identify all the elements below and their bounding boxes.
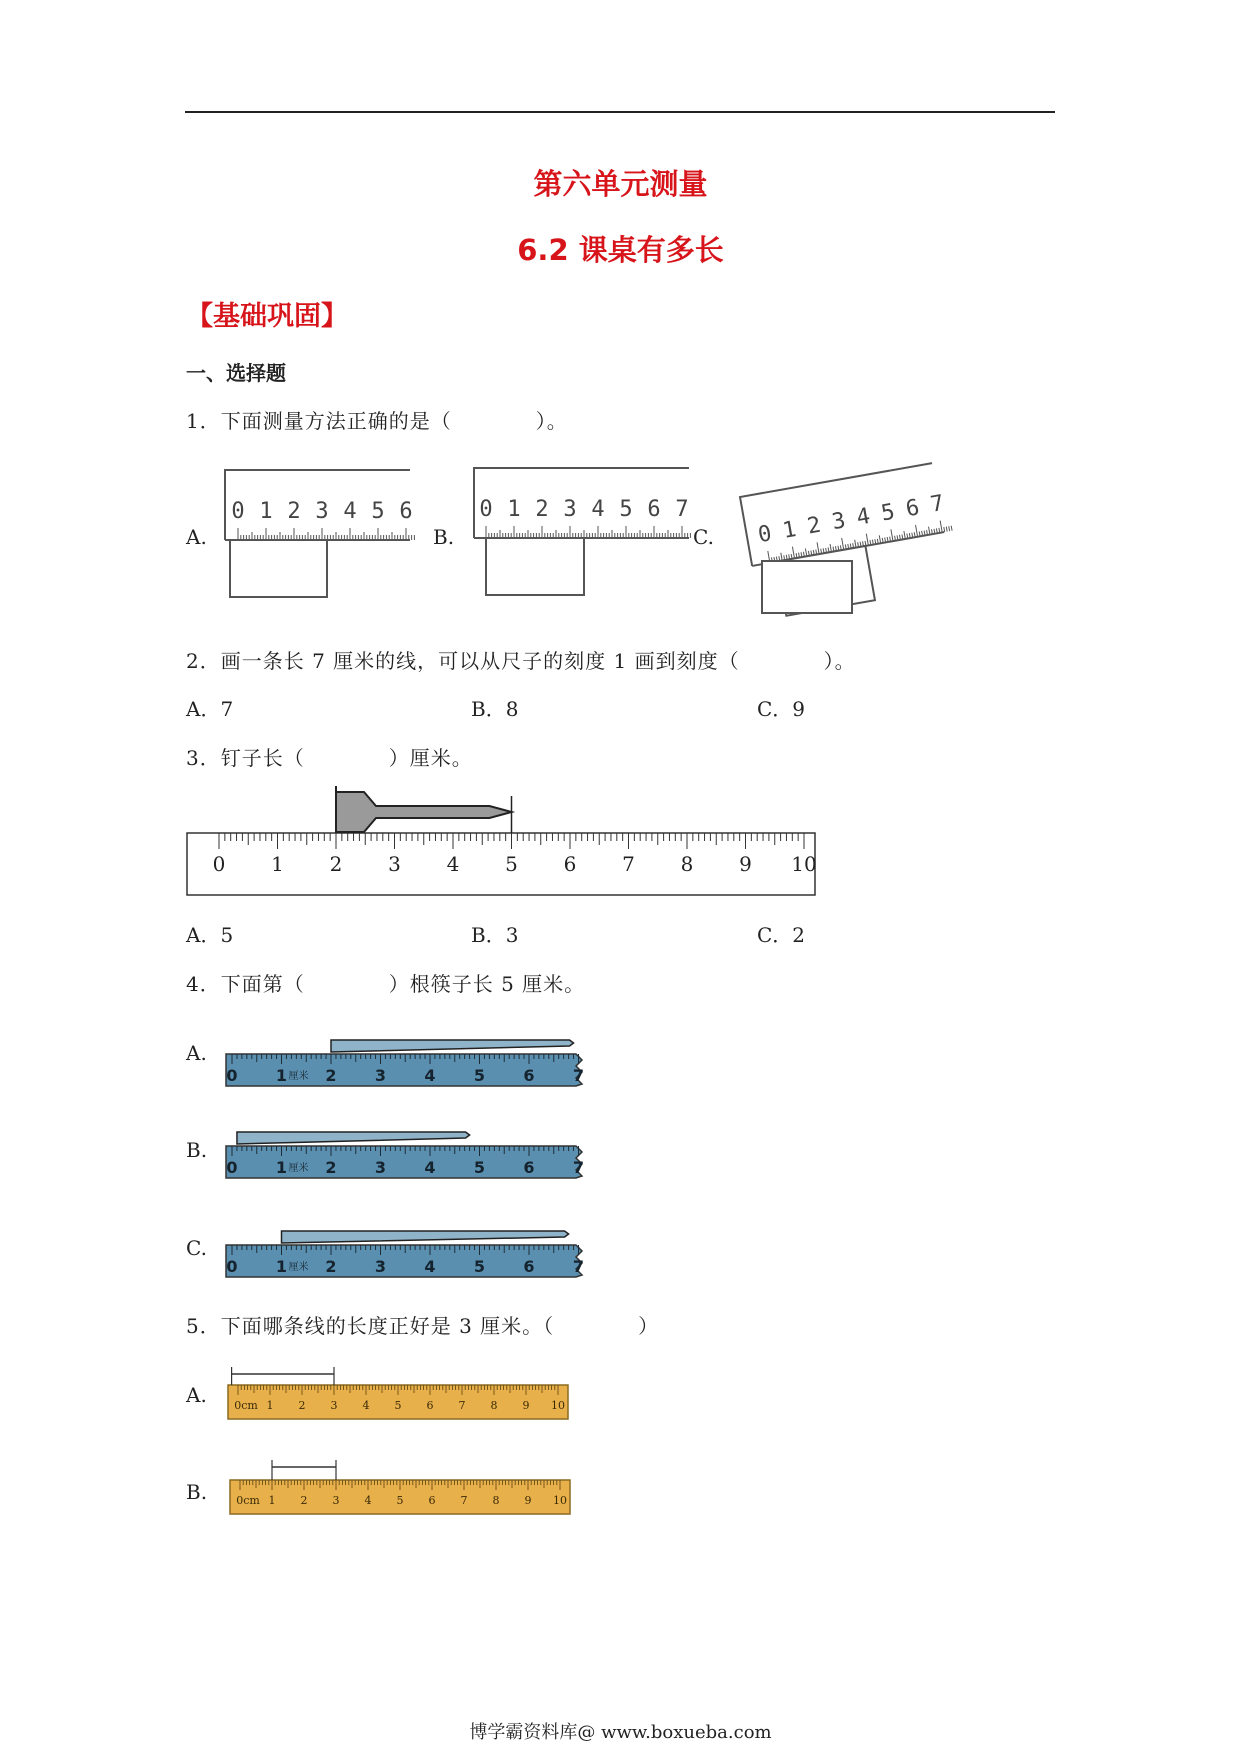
q1-option-b-label: B.: [433, 525, 455, 549]
ruler-tick: [929, 527, 930, 535]
question-3-text: 3．钉子长（ ）厘米。: [186, 746, 473, 770]
ruler-number: 6: [903, 495, 922, 523]
q1-option-c-label: C.: [693, 525, 714, 549]
ruler-number: 2: [325, 1158, 337, 1177]
ruler-number: 4: [424, 1066, 436, 1085]
ruler-number: 9: [524, 1494, 532, 1507]
chopstick: [331, 1040, 574, 1052]
ruler-number: 4: [424, 1257, 436, 1276]
q2-option-a: A．7: [186, 697, 234, 721]
ruler-number: 10: [791, 852, 817, 876]
ruler-number: 3: [330, 1399, 338, 1412]
ruler-number: 2: [329, 852, 343, 876]
q4-option-c-label: C.: [186, 1236, 207, 1260]
q5-option-b-label: B.: [186, 1480, 208, 1504]
q1-figure-b: [474, 468, 694, 603]
unit-title: 第六单元测量: [533, 167, 708, 201]
nail-icon: [336, 792, 512, 832]
ruler-number: 5: [473, 1066, 486, 1085]
unit-label: 厘米: [288, 1163, 309, 1174]
q3-nail-ruler-figure: [187, 786, 817, 896]
ruler-number: 4: [854, 503, 873, 531]
q5-option-a-label: A.: [186, 1383, 207, 1407]
q4-option-b-label: B.: [186, 1138, 208, 1162]
q1-option-a-label: A.: [186, 525, 207, 549]
ruler-tick: [879, 535, 880, 543]
ruler-number: 5: [396, 1494, 404, 1507]
ruler-tick: [866, 534, 868, 546]
ruler-tick: [904, 531, 905, 539]
unit-label: 厘米: [288, 1071, 309, 1082]
ruler-number: 0cm: [234, 1399, 258, 1412]
ruler-number: 6: [647, 497, 661, 522]
ruler-number: 1: [275, 1257, 288, 1276]
ruler-number: 4: [364, 1494, 372, 1507]
ruler-tick: [855, 540, 856, 548]
ruler-tick: [916, 525, 918, 537]
ruler-number: 8: [490, 1399, 498, 1412]
ruler-number: 2: [325, 1066, 337, 1085]
ruler-number: 3: [830, 508, 848, 536]
ruler-number: 3: [332, 1494, 340, 1507]
ruler-number: 7: [572, 1257, 585, 1276]
ruler-number: 7: [675, 497, 689, 522]
ruler-number: 7: [572, 1158, 585, 1177]
ruler-number: 5: [879, 499, 897, 527]
ruler-number: 7: [622, 852, 635, 876]
ruler-number: 3: [315, 499, 329, 524]
ruler-number: 1: [507, 497, 521, 522]
ruler-number: 0: [226, 1257, 238, 1276]
ruler-number: 9: [739, 852, 752, 876]
ruler-number: 5: [473, 1257, 486, 1276]
ruler-number: 2: [805, 512, 823, 540]
ruler-number: 8: [680, 852, 694, 876]
q2-option-b: B．8: [471, 697, 519, 721]
ruler-number: 0: [226, 1066, 238, 1085]
part-heading: 一、选择题: [186, 361, 286, 385]
ruler-number: 1: [275, 1158, 288, 1177]
question-1-text: 1．下面测量方法正确的是（ ）。: [186, 409, 568, 433]
ruler-number: 3: [563, 497, 577, 522]
q5-figure-a: [228, 1365, 573, 1420]
ruler-tick: [946, 527, 947, 532]
ruler-number: 3: [388, 852, 401, 876]
measured-block: [230, 540, 327, 597]
ruler-number: 1: [259, 499, 273, 524]
question-4-text: 4．下面第（ ）根筷子长 5 厘米。: [186, 972, 586, 996]
q3-option-b: B．3: [471, 923, 519, 947]
measured-block: [486, 538, 584, 595]
ruler-number: 3: [374, 1066, 387, 1085]
ruler-tick: [792, 547, 794, 559]
ruler: [225, 470, 414, 597]
ruler-number: 6: [523, 1158, 535, 1177]
header-rule: [185, 111, 1055, 113]
ruler-number: 2: [287, 499, 301, 524]
ruler-number: 10: [551, 1399, 565, 1412]
ruler-tick: [891, 529, 893, 541]
ruler-tick: [830, 544, 831, 552]
q4-figure-b: [224, 1122, 604, 1184]
ruler-number: 2: [300, 1494, 308, 1507]
ruler-number: 4: [424, 1158, 436, 1177]
ruler-number: 5: [619, 497, 633, 522]
ruler-number: 1: [275, 1066, 288, 1085]
ruler-number: 6: [428, 1494, 436, 1507]
q5-figure-b: [230, 1460, 575, 1515]
ruler-number: 6: [399, 499, 413, 524]
ruler-number: 2: [298, 1399, 306, 1412]
q1-figure-c: [735, 465, 950, 615]
q1-figure-a: [225, 470, 415, 605]
q3-option-a: A．5: [186, 923, 234, 947]
ruler-number: 2: [535, 497, 549, 522]
measured-block-c: [762, 561, 852, 613]
ruler-number: 4: [343, 499, 357, 524]
footer-watermark: 博学霸资料库@ www.boxueba.com: [469, 1722, 772, 1743]
chopstick: [282, 1231, 569, 1243]
ruler-number: 9: [522, 1399, 530, 1412]
ruler-number: 7: [572, 1066, 585, 1085]
ruler-tick: [940, 521, 942, 533]
q4-figure-c: [224, 1221, 604, 1281]
q4-option-a-label: A.: [186, 1041, 207, 1065]
ruler-number: 5: [394, 1399, 402, 1412]
ruler-number: 4: [362, 1399, 370, 1412]
ruler-number: 1: [271, 852, 284, 876]
ruler-number: 7: [928, 490, 946, 518]
ruler-tick: [949, 526, 950, 531]
ruler-number: 6: [426, 1399, 434, 1412]
ruler-number: 8: [492, 1494, 500, 1507]
ruler-tick: [805, 548, 806, 556]
ruler-number: 1: [266, 1399, 274, 1412]
ruler-number: 10: [553, 1494, 567, 1507]
question-2-text: 2．画一条长 7 厘米的线，可以从尺子的刻度 1 画到刻度（ ）。: [186, 649, 856, 673]
ruler-number: 5: [473, 1158, 486, 1177]
ruler-tick: [817, 542, 819, 554]
ruler-number: 1: [268, 1494, 276, 1507]
ruler-number: 3: [374, 1158, 387, 1177]
ruler-number: 4: [591, 497, 605, 522]
unit-label: 厘米: [288, 1262, 309, 1273]
ruler-number: 0: [231, 499, 245, 524]
ruler-number: 5: [505, 852, 518, 876]
ruler-number: 0: [226, 1158, 238, 1177]
ruler-number: 2: [325, 1257, 337, 1276]
ruler-tick: [781, 553, 782, 561]
ruler-number: 6: [523, 1257, 535, 1276]
q4-figure-a: [224, 1030, 604, 1088]
ruler-number: 7: [458, 1399, 466, 1412]
ruler-tick: [951, 526, 952, 531]
ruler: [474, 468, 690, 595]
ruler-number: 6: [523, 1066, 535, 1085]
ruler-number: 1: [780, 516, 799, 544]
question-5-text: 5．下面哪条线的长度正好是 3 厘米。（ ）: [186, 1314, 660, 1338]
ruler-number: 3: [374, 1257, 387, 1276]
q2-option-c: C．9: [757, 697, 806, 721]
ruler-number: 0: [756, 521, 774, 549]
ruler-number: 0: [479, 497, 493, 522]
section-tag: 【基础巩固】: [186, 301, 348, 332]
ruler-number: 0cm: [236, 1494, 260, 1507]
ruler-number: 6: [563, 852, 577, 876]
ruler-number: 7: [460, 1494, 468, 1507]
ruler-number: 5: [371, 499, 385, 524]
ruler-number: 0: [212, 852, 226, 876]
q3-option-c: C．2: [757, 923, 806, 947]
ruler-tick: [842, 538, 844, 550]
chopstick: [237, 1132, 470, 1144]
lesson-title: 6.2 课桌有多长: [517, 233, 724, 267]
ruler-number: 4: [446, 852, 460, 876]
